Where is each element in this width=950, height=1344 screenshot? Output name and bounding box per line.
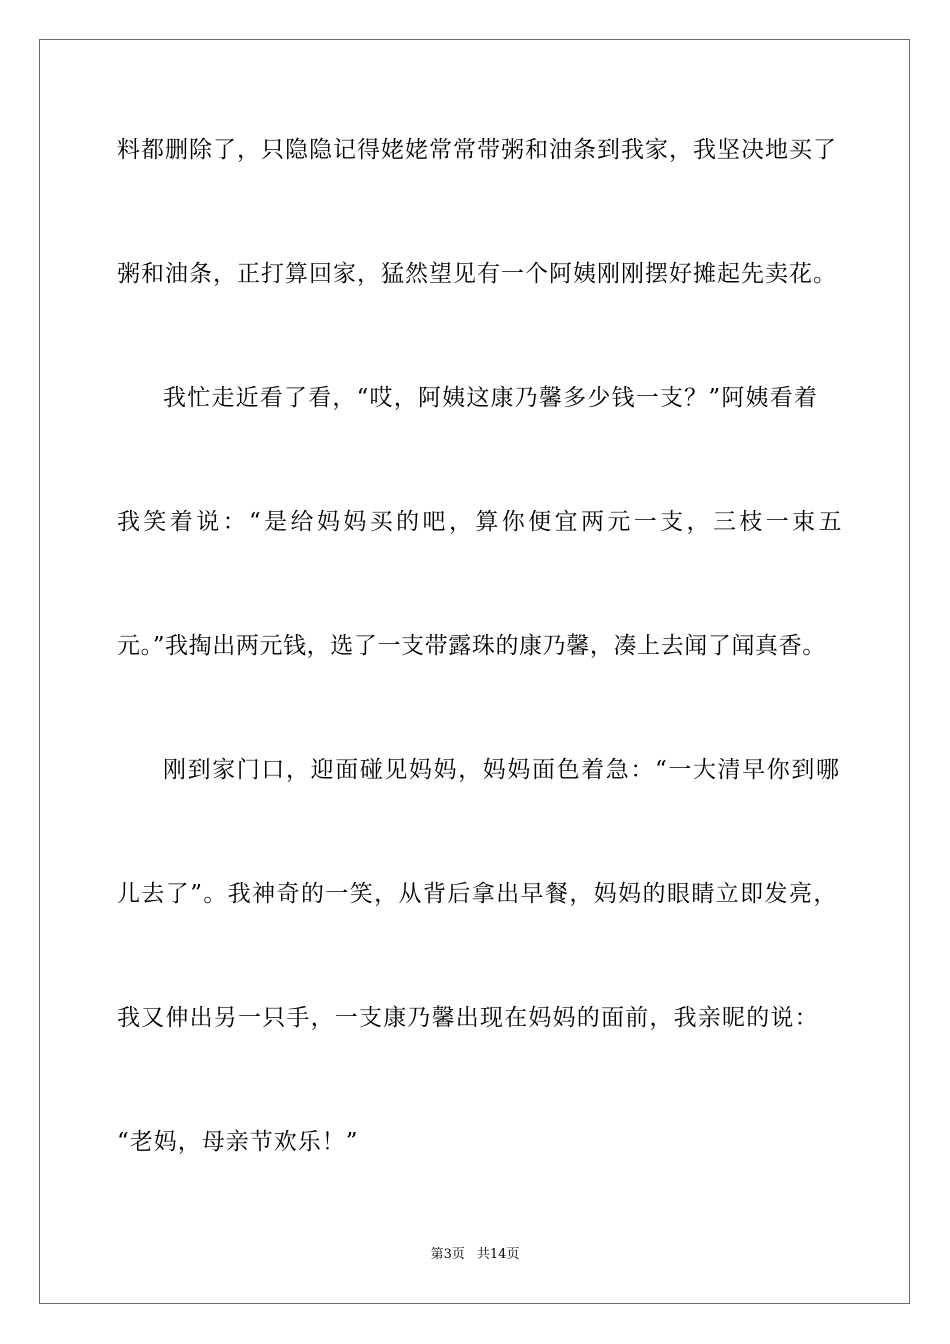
paragraph-line-9: “老妈，母亲节欢乐！”	[117, 1129, 359, 1155]
paragraph-line-7: 儿去了”。我神奇的一笑，从背后拿出早餐，妈妈的眼睛立即发亮，	[117, 881, 838, 907]
paragraph-line-8: 我又伸出另一只手，一支康乃馨出现在妈妈的面前，我亲昵的说：	[117, 1005, 819, 1031]
paragraph-line-3: 我忙走近看了看，“哎，阿姨这康乃馨多少钱一支？”阿姨看着	[163, 385, 819, 411]
page-frame	[39, 39, 910, 1304]
paragraph-line-4: 我笑着说：“是给妈妈买的吧，算你便宜两元一支，三枝一束五	[117, 509, 845, 535]
paragraph-line-2: 粥和油条，正打算回家，猛然望见有一个阿姨刚刚摆好摊起先卖花。	[117, 261, 837, 287]
paragraph-line-5: 元。”我掏出两元钱，选了一支带露珠的康乃馨，凑上去闻了闻真香。	[117, 633, 826, 659]
page-footer	[0, 1246, 950, 1264]
paragraph-line-1: 料都删除了，只隐隐记得姥姥常常带粥和油条到我家，我坚决地买了	[117, 137, 837, 163]
paragraph-line-6: 刚到家门口，迎面碰见妈妈，妈妈面色着急：“一大清早你到哪	[163, 757, 841, 783]
page-number: 第3页	[430, 1247, 465, 1262]
page-total: 共14页	[476, 1247, 520, 1262]
